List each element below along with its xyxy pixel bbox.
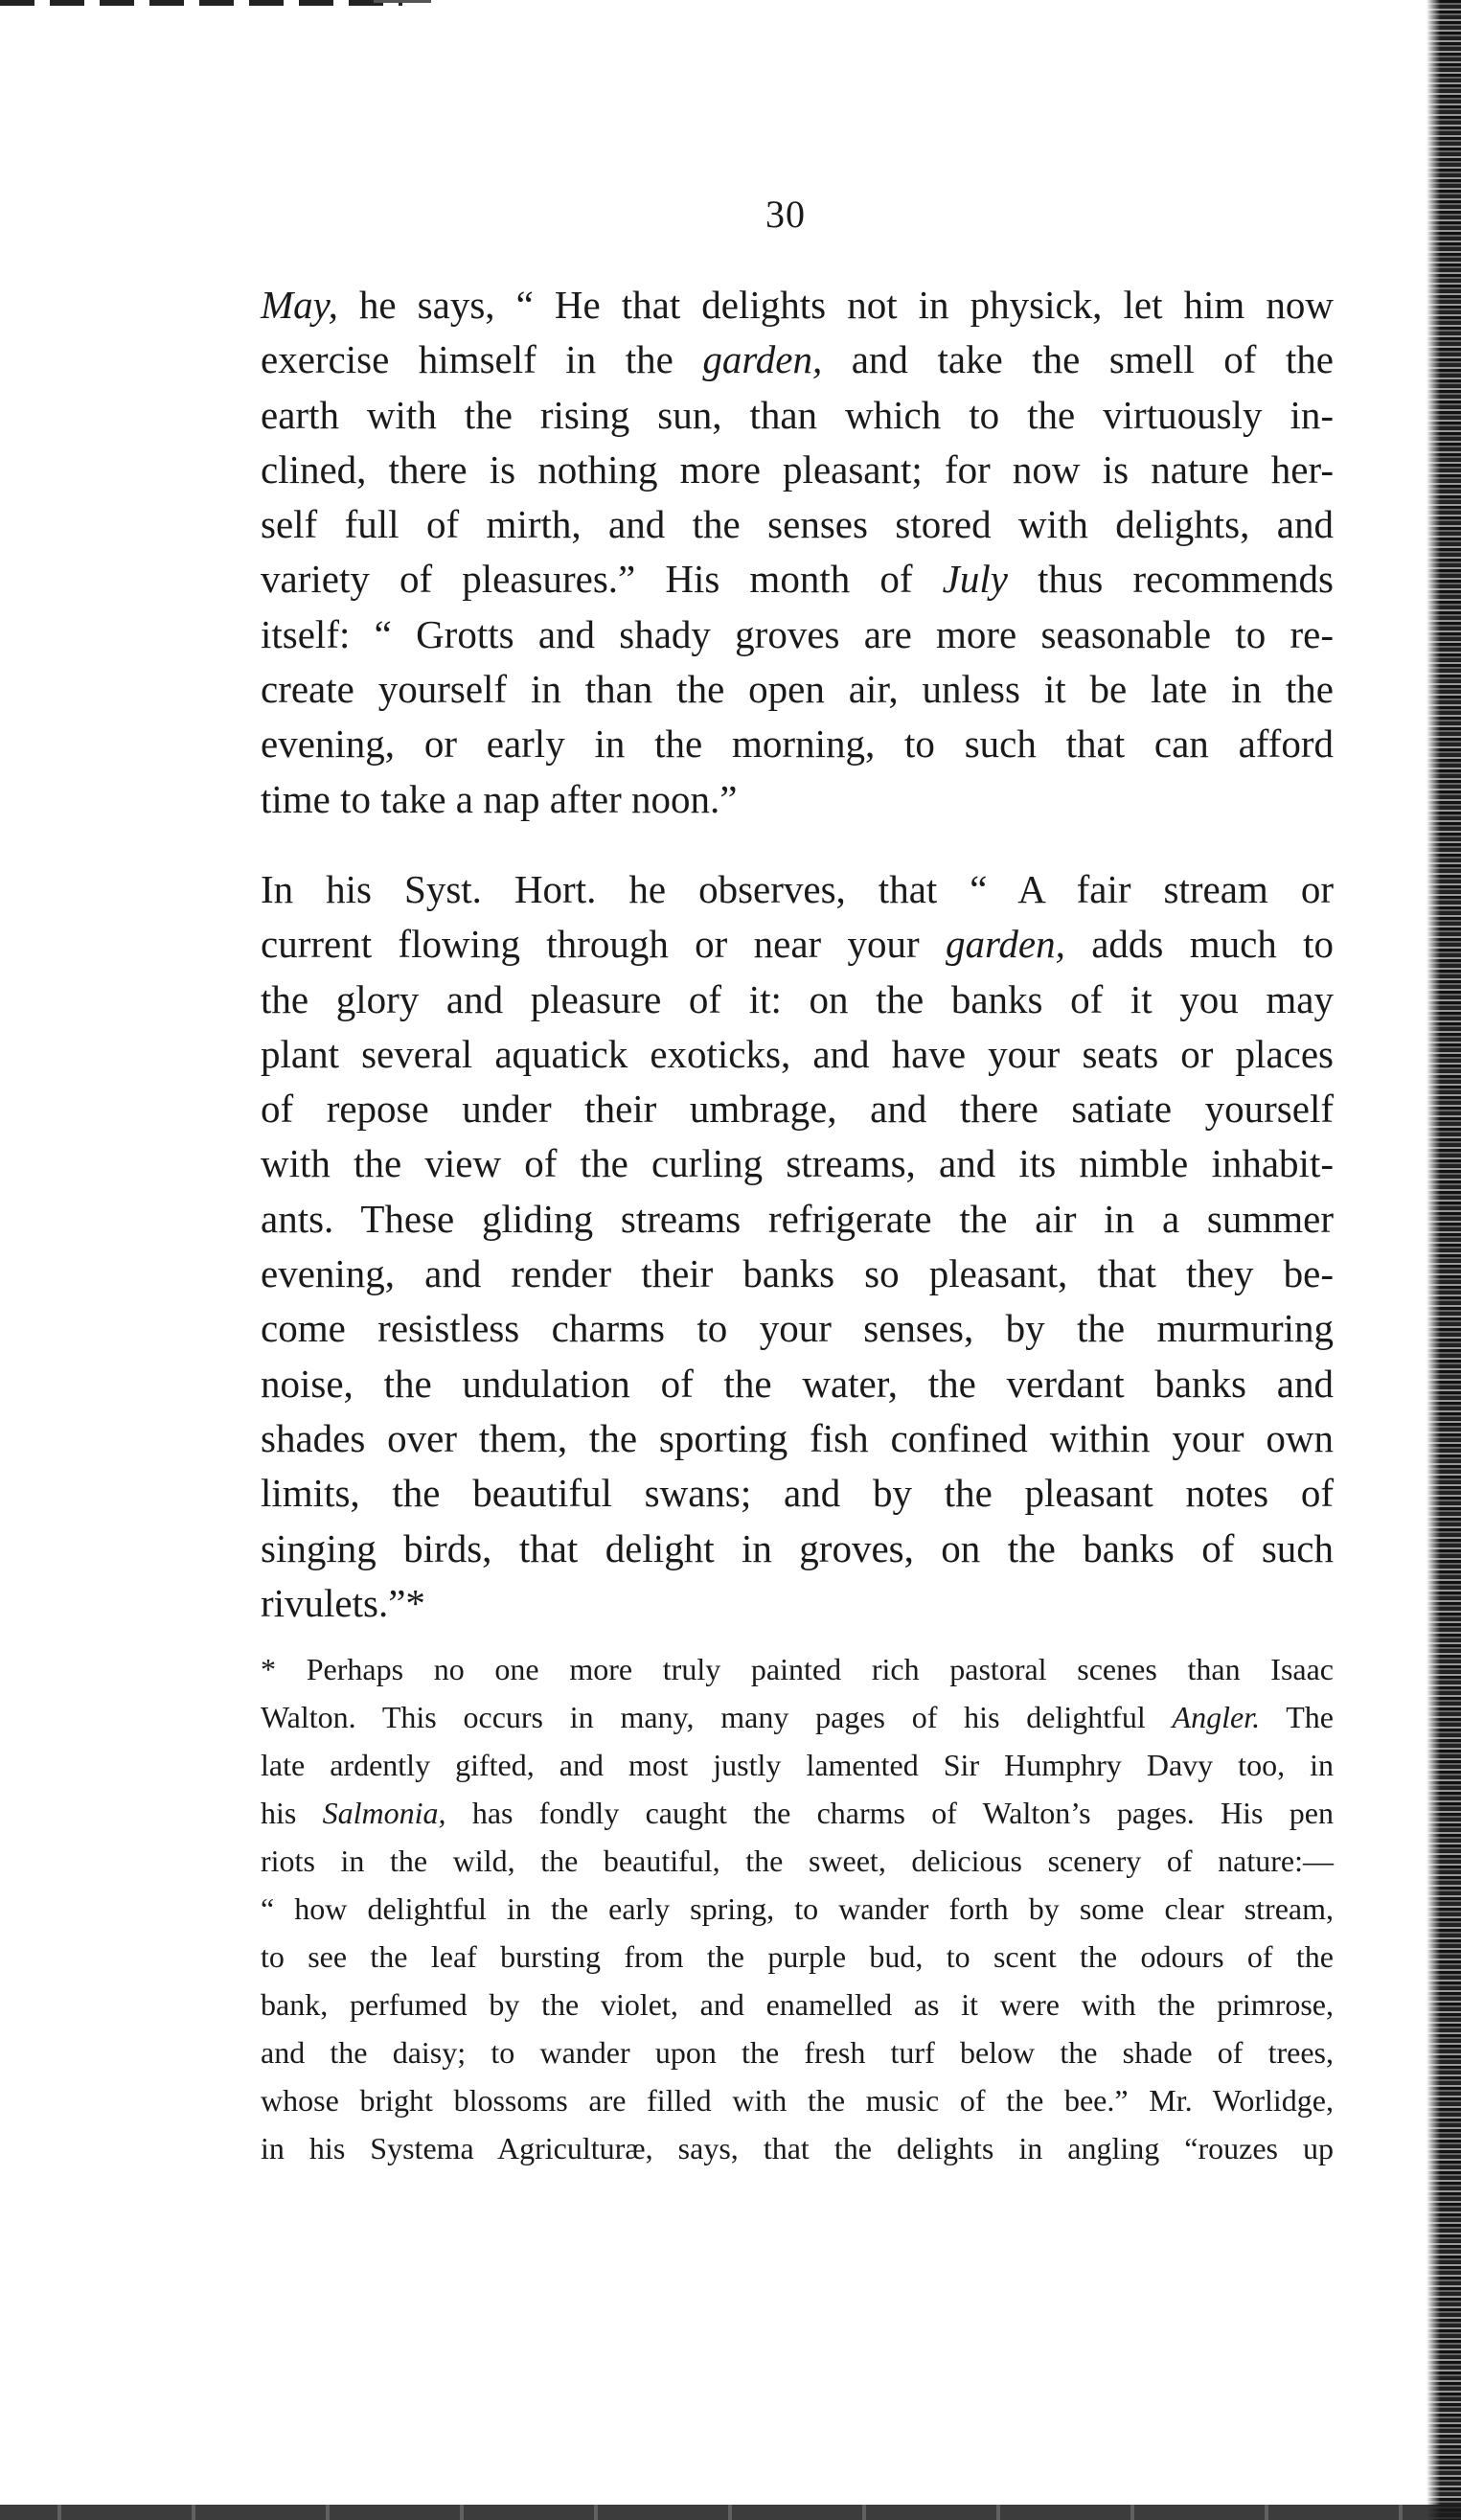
italic-text: garden,	[946, 922, 1065, 967]
text-line	[261, 443, 1334, 497]
footnote	[261, 1645, 1334, 2172]
page-binding-edge	[1427, 0, 1461, 2520]
text-segment: of repose under their umbrage, and there satiate yourself	[261, 1087, 1334, 1132]
text-segment: limits, the beautiful swans; and by the pleasant notes of	[261, 1471, 1334, 1516]
text-segment: in his Systema Agriculturæ, says, that the delights in angling “rouzes up	[261, 2131, 1334, 2165]
text-line	[261, 917, 1334, 972]
text-line	[261, 717, 1334, 771]
text-line	[261, 1789, 1334, 1837]
text-segment: The	[1260, 1700, 1335, 1734]
italic-text: garden,	[702, 337, 823, 382]
text-line	[261, 1466, 1334, 1521]
paragraph-2	[261, 862, 1334, 1631]
text-line	[261, 2076, 1334, 2124]
text-line	[261, 552, 1334, 607]
text-line	[261, 1082, 1334, 1136]
text-segment: itself: “ Grotts and shady groves are more seasonable to re-	[261, 611, 1334, 656]
text-segment: adds much to	[1064, 922, 1334, 967]
text-line	[261, 1885, 1334, 1933]
text-segment: he says, “ He that delights not in physick, let him now	[337, 283, 1334, 327]
text-segment: rivulets.”*	[261, 1580, 425, 1625]
text-segment: self full of mirth, and the senses stored with delights, and	[261, 502, 1334, 547]
text-segment: * Perhaps no one more truly painted rich pastoral scenes than Isaac	[261, 1652, 1334, 1686]
text-segment: thus recommends	[1007, 557, 1334, 602]
text-line	[261, 1933, 1334, 1981]
italic-text: May,	[261, 283, 338, 327]
text-segment: evening, or early in the morning, to such that can afford	[261, 722, 1334, 767]
text-segment: In his Syst. Hort. he observes, that “ A fair stream or	[261, 867, 1334, 911]
text-segment: riots in the wild, the beautiful, the sweet, delicious scenery of nature:—	[261, 1844, 1334, 1878]
text-line	[261, 1522, 1334, 1576]
text-line	[261, 1693, 1334, 1741]
text-segment: current flowing through or near your	[261, 922, 946, 967]
text-line	[261, 1027, 1334, 1082]
text-segment: with the view of the curling streams, and its nimble inhabit-	[261, 1141, 1334, 1186]
text-segment: ants. These gliding streams refrigerate the air in a summer	[261, 1196, 1334, 1241]
text-line	[261, 497, 1334, 552]
text-segment: has fondly caught the charms of Walton’s pages. His pen	[445, 1796, 1335, 1830]
text-line	[261, 1576, 1334, 1631]
text-segment: earth with the rising sun, than which to the virtuously in-	[261, 392, 1334, 437]
text-line	[261, 1837, 1334, 1885]
text-segment: his	[261, 1796, 323, 1830]
text-line	[261, 1247, 1334, 1301]
text-segment: create yourself in than the open air, unless it be late in the	[261, 667, 1334, 712]
text-line	[261, 332, 1334, 387]
text-segment: late ardently gifted, and most justly lamented Sir Humphry Davy too, in	[261, 1748, 1334, 1782]
text-line	[261, 662, 1334, 717]
text-line	[261, 1357, 1334, 1411]
text-segment: variety of pleasures.” His month of	[261, 557, 943, 602]
text-line	[261, 1645, 1334, 1693]
italic-text: Angler.	[1172, 1700, 1261, 1734]
text-segment: come resistless charms to your senses, by the murmuring	[261, 1306, 1334, 1351]
text-segment: exercise himself in the	[261, 337, 703, 382]
text-segment: bank, perfumed by the violet, and enamelled as it were with the primrose,	[261, 1987, 1334, 2022]
text-line	[261, 772, 1334, 827]
text-segment: “ how delightful in the early spring, to wander forth by some clear stream,	[261, 1891, 1334, 1926]
page-top-edge	[0, 0, 402, 6]
text-segment: plant several aquatick exoticks, and have your seats or places	[261, 1031, 1334, 1076]
text-segment: clined, there is nothing more pleasant; for now is nature her-	[261, 447, 1334, 492]
text-line	[261, 388, 1334, 443]
text-segment: and take the smell of the	[822, 337, 1334, 382]
text-segment: Walton. This occurs in many, many pages of his delightful	[261, 1700, 1173, 1734]
text-segment: noise, the undulation of the water, the verdant banks and	[261, 1361, 1334, 1406]
text-segment: whose bright blossoms are filled with the music of the bee.” Mr. Worlidge,	[261, 2083, 1334, 2118]
text-segment: singing birds, that delight in groves, on the banks of such	[261, 1525, 1334, 1570]
text-line	[261, 862, 1334, 917]
text-line	[261, 1741, 1334, 1789]
text-segment: to see the leaf bursting from the purple bud, to scent the odours of the	[261, 1939, 1334, 1974]
italic-text: Salmonia,	[322, 1796, 446, 1830]
text-segment: the glory and pleasure of it: on the banks of it you may	[261, 976, 1334, 1021]
italic-text: July	[942, 557, 1008, 602]
text-line	[261, 1192, 1334, 1247]
text-line	[261, 1411, 1334, 1466]
text-line	[261, 607, 1334, 662]
text-segment: evening, and render their banks so pleasant, that they be-	[261, 1251, 1334, 1296]
paragraph-1	[261, 278, 1334, 827]
text-line	[261, 2124, 1334, 2172]
text-segment: shades over them, the sporting fish confined within your own	[261, 1415, 1334, 1460]
text-line	[261, 973, 1334, 1027]
text-line	[261, 2028, 1334, 2076]
text-segment: time to take a nap after noon.”	[261, 776, 738, 821]
page-number: 30	[765, 193, 806, 236]
text-line	[261, 1981, 1334, 2028]
text-line	[261, 1136, 1334, 1191]
text-line	[261, 1301, 1334, 1356]
page-top-mark	[374, 0, 431, 3]
page-bottom-edge	[0, 2505, 1461, 2520]
text-line	[261, 278, 1334, 332]
text-segment: and the daisy; to wander upon the fresh turf below the shade of trees,	[261, 2035, 1334, 2070]
